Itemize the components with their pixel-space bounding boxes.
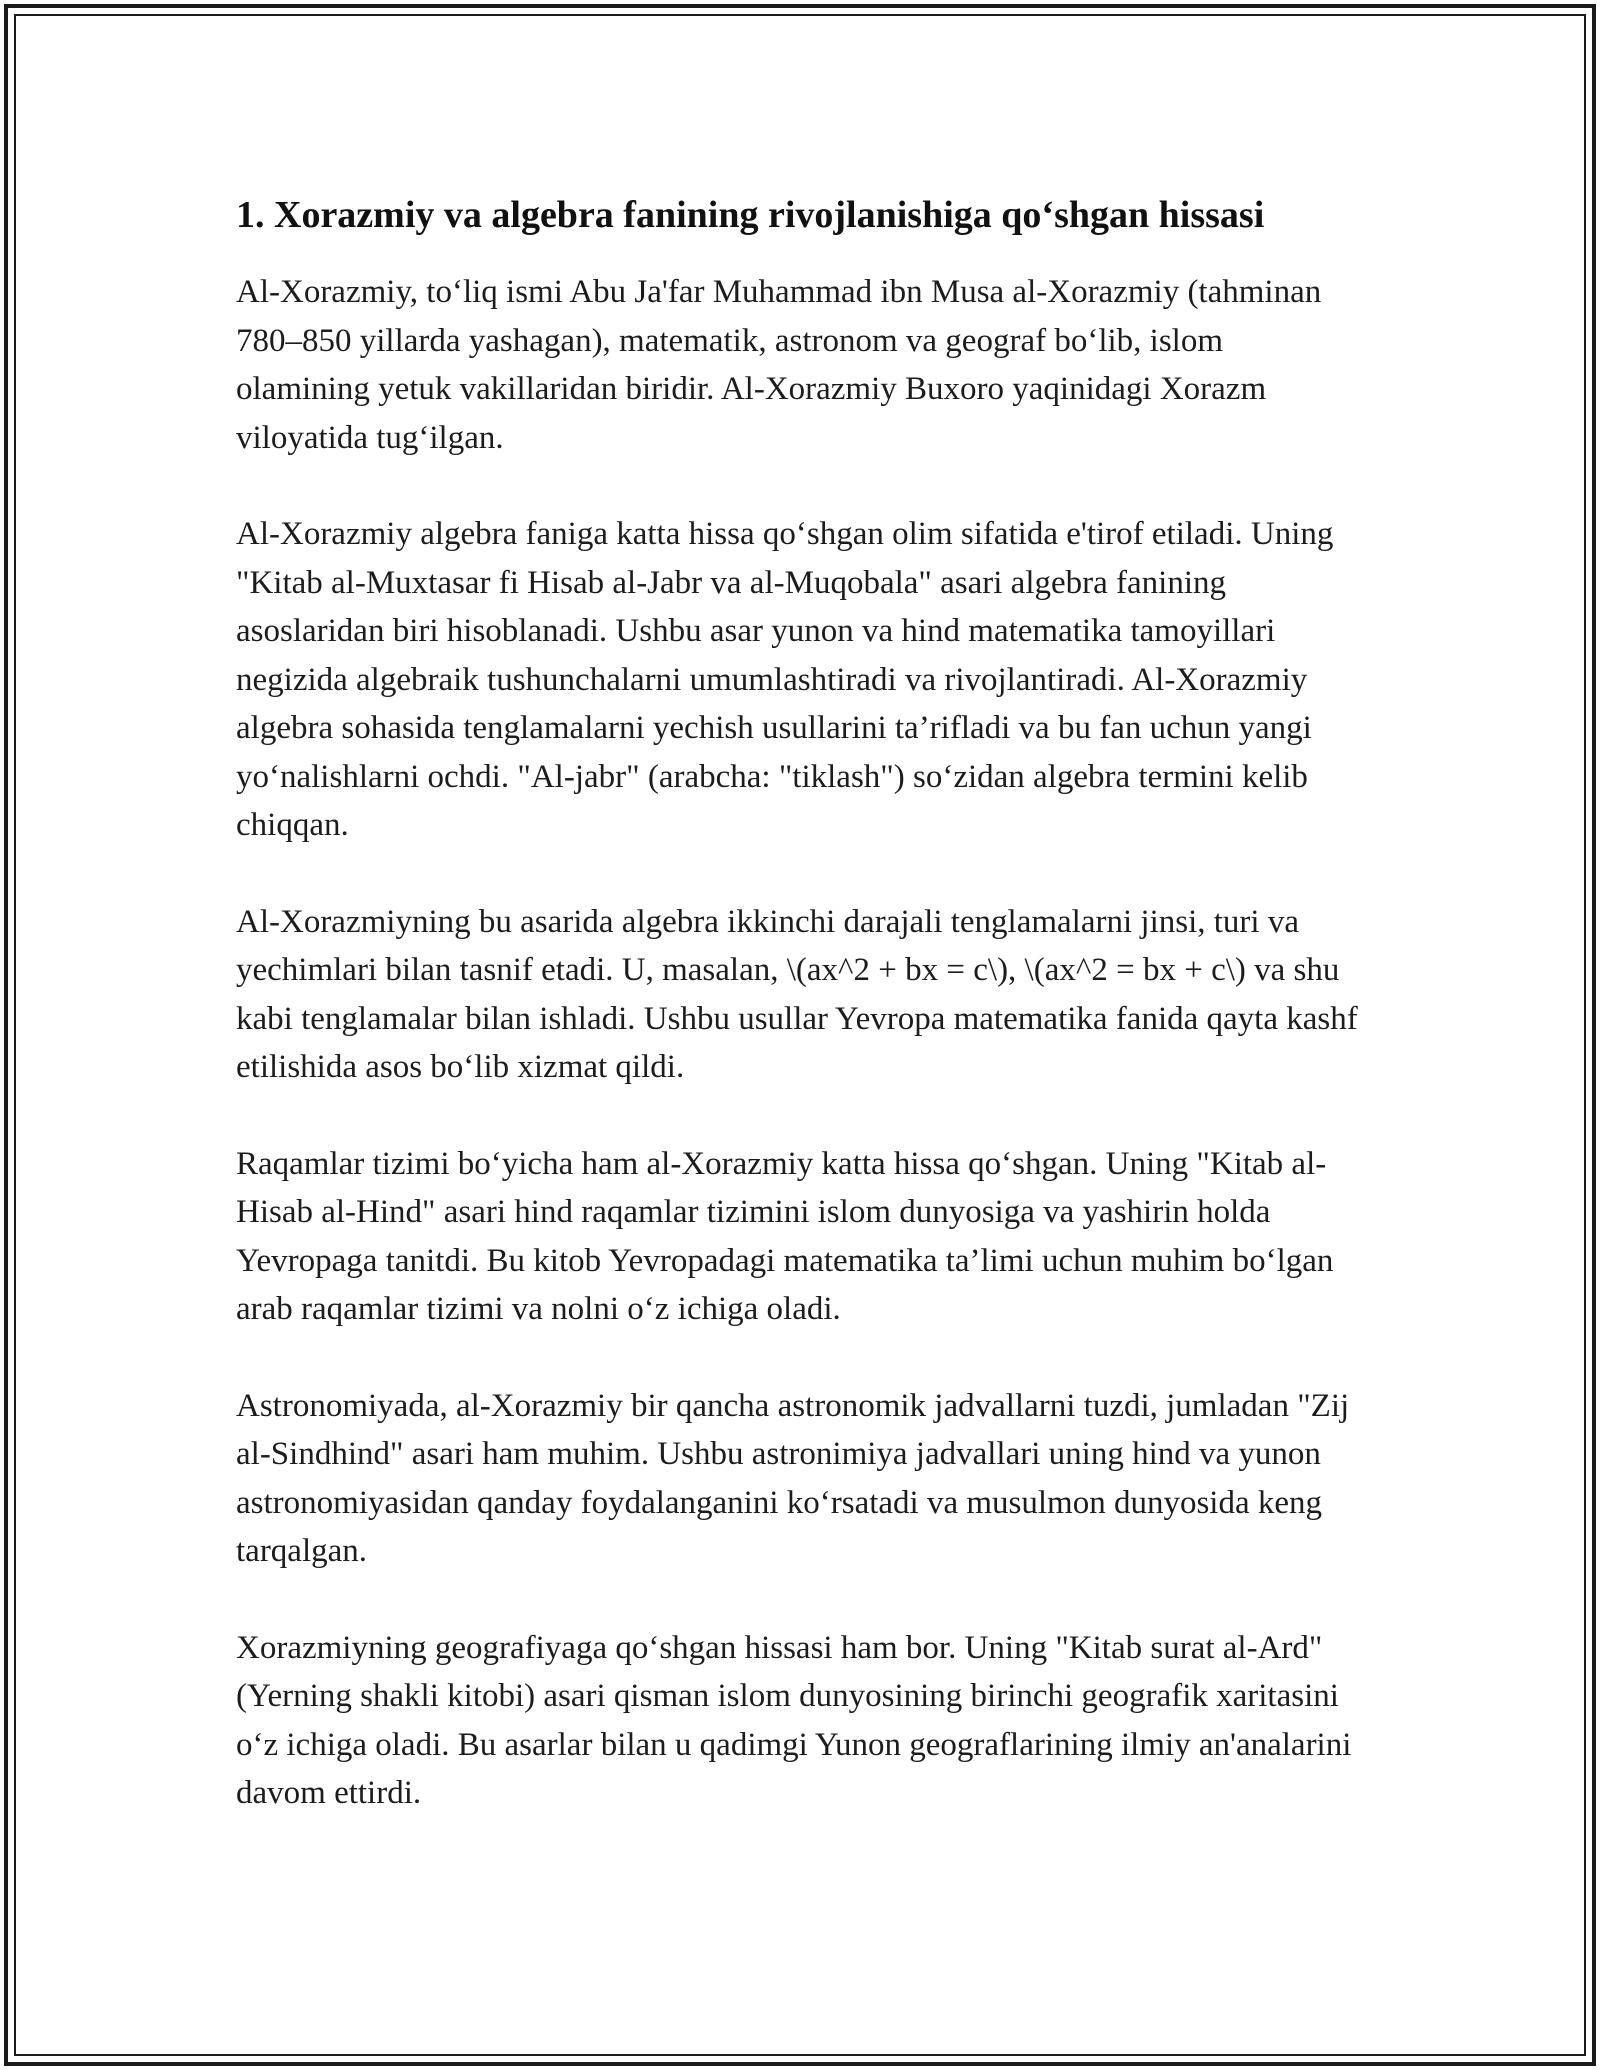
paragraph-quadratic-equations: Al-Xorazmiyning bu asarida algebra ikkinchi darajali tenglamalarni jinsi, turi va yechimlari bilan tasnif etadi. U, masalan, \(ax^2 + bx = c\), \(ax^2 = bx + c\) va shu kabi tenglamalar bilan ishladi. Ushbu usullar Yevropa matematika fanida qayta kashf etilishida asos bo‘lib xizmat qildi. bbox=[236, 903, 1358, 1085]
paragraph-biography: Al-Xorazmiy, to‘liq ismi Abu Ja'far Muhammad ibn Musa al-Xorazmiy (tahminan 780–850 yillarda yashagan), matematik, astronom va geograf bo‘lib, islom olamining yetuk vakillaridan biridir. Al-Xorazmiy Buxoro yaqinidagi Xorazm viloyatida tug‘ilgan. bbox=[236, 274, 1322, 456]
paragraph-astronomy: Astronomiyada, al-Xorazmiy bir qancha astronomik jadvallarni tuzdi, jumladan "Zij al-Sindhind" asari ham muhim. Ushbu astronimiya jadvallari uning hind va yunon astronomiyasidan qanday foydalanganini ko‘rsatadi va musulmon dunyosida keng tarqalgan. bbox=[236, 1387, 1350, 1569]
paragraph-algebra: Al-Xorazmiy algebra faniga katta hissa qo‘shgan olim sifatida e'tirof etiladi. Uning "Kitab al-Muxtasar fi Hisab al-Jabr va al-Muqobala" asari algebra fanining asoslaridan biri hisoblanadi. Ushbu asar yunon va hind matematika tamoyillari negizida algebraik tushunchalarni umumlashtiradi va rivojlantiradi. Al-Xorazmiy algebra sohasida tenglamalarni yechish usullarini ta’rifladi va bu fan uchun yangi yo‘nalishlarni ochdi. "Al-jabr" (arabcha: "tiklash") so‘zidan algebra termini kelib chiqqan. bbox=[236, 516, 1334, 843]
document-body bbox=[236, 188, 1364, 1866]
paragraph-numeral-system: Raqamlar tizimi bo‘yicha ham al-Xorazmiy katta hissa qo‘shgan. Uning "Kitab al-Hisab al-Hind" asari hind raqamlar tizimini islom dunyosiga va yashirin holda Yevropaga tanitdi. Bu kitob Yevropadagi matematika ta’limi uchun muhim bo‘lgan arab raqamlar tizimi va nolni o‘z ichiga oladi. bbox=[236, 1145, 1334, 1327]
paragraph-geography: Xorazmiyning geografiyaga qo‘shgan hissasi ham bor. Uning "Kitab surat al-Ard" (Yerning shakli kitobi) asari qisman islom dunyosining birinchi geografik xaritasini o‘z ichiga oladi. Bu asarlar bilan u qadimgi Yunon geograflarining ilmiy an'analarini davom ettirdi. bbox=[236, 1629, 1352, 1811]
document-title: 1. Xorazmiy va algebra fanining rivojlanishiga qo‘shgan hissasi bbox=[236, 194, 1265, 236]
